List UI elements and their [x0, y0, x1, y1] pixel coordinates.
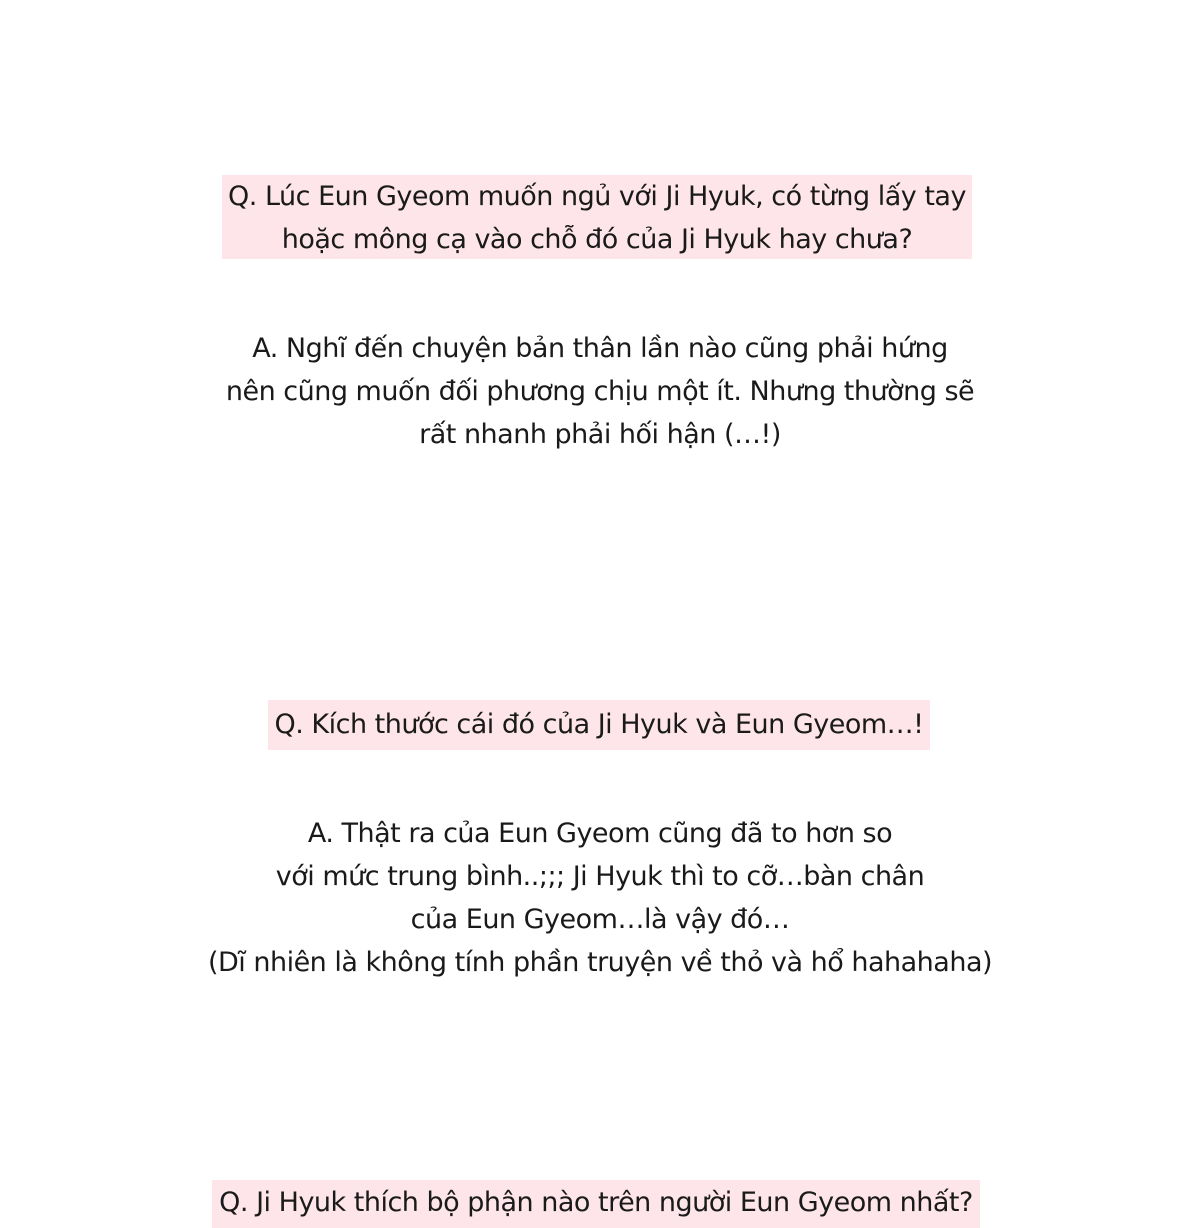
answer-2 — [0, 812, 1200, 984]
question-2-line-1: Q. Kích thước cái đó của Ji Hyuk và Eun Gyeom…! — [274, 709, 924, 740]
question-1-line-2: hoặc mông cạ vào chỗ đó của Ji Hyuk hay chưa? — [281, 224, 913, 255]
answer-1-line-2: nên cũng muốn đối phương chịu một ít. Nhưng thường sẽ — [225, 376, 975, 407]
answer-2-line-1: A. Thật ra của Eun Gyeom cũng đã to hơn so — [307, 818, 893, 849]
question-3 — [212, 1180, 980, 1228]
question-2 — [268, 700, 930, 750]
question-1-line-1: Q. Lúc Eun Gyeom muốn ngủ với Ji Hyuk, có từng lấy tay — [228, 181, 966, 212]
answer-1 — [0, 327, 1200, 456]
answer-1-line-1: A. Nghĩ đến chuyện bản thân lần nào cũng phải hứng — [252, 333, 948, 364]
answer-2-line-3: của Eun Gyeom…là vậy đó… — [410, 904, 790, 935]
answer-1-line-3: rất nhanh phải hối hận (…!) — [419, 419, 781, 450]
answer-2-line-2: với mức trung bình..;;; Ji Hyuk thì to cỡ…bàn chân — [275, 861, 925, 892]
question-1 — [222, 175, 972, 259]
answer-2-line-4: (Dĩ nhiên là không tính phần truyện về thỏ và hổ hahahaha) — [207, 947, 993, 978]
question-3-line-1: Q. Ji Hyuk thích bộ phận nào trên người Eun Gyeom nhất? — [219, 1187, 973, 1218]
